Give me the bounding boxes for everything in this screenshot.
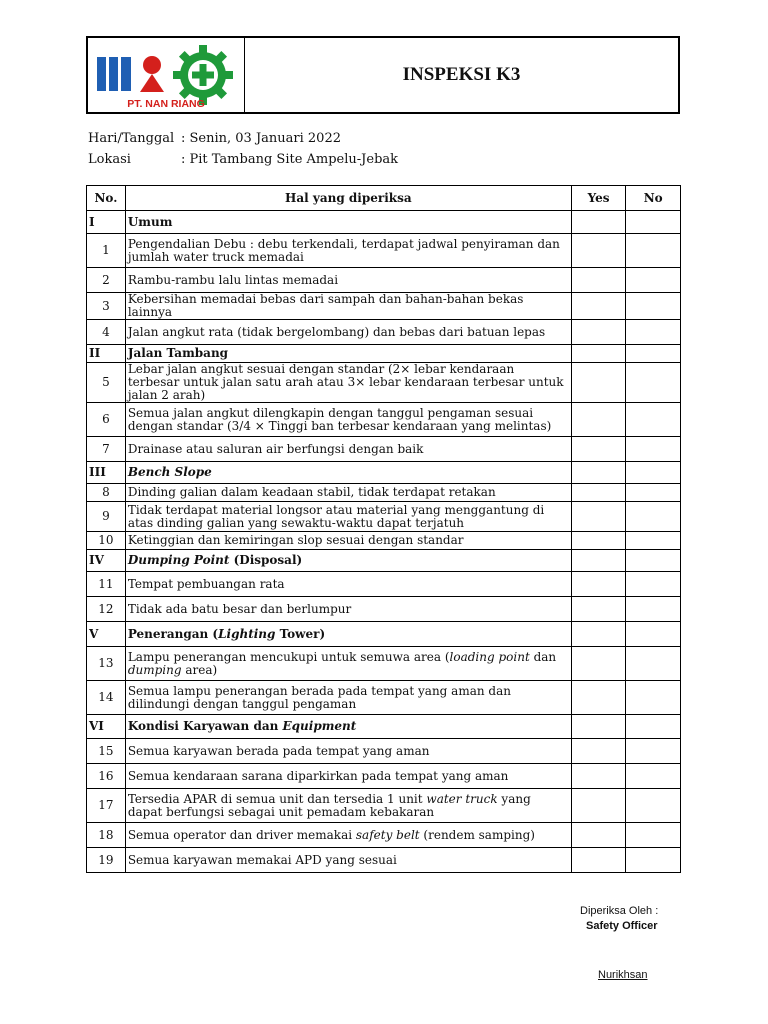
table-row [87, 293, 681, 320]
table-row [87, 647, 681, 681]
section-title: Umum [125, 211, 571, 234]
table-row [87, 437, 681, 462]
no-checkbox-cell[interactable] [626, 848, 681, 873]
item-number: 12 [87, 597, 126, 622]
yes-checkbox-cell[interactable] [571, 681, 626, 715]
yes-checkbox-cell[interactable] [571, 572, 626, 597]
meta-date-value: : Senin, 03 Januari 2022 [181, 131, 341, 146]
yes-checkbox-cell[interactable] [571, 363, 626, 403]
company-logo [88, 38, 245, 112]
no-checkbox-cell[interactable] [626, 622, 681, 647]
column-header-no: No. [87, 186, 126, 211]
section-title: Penerangan (Lighting Tower) [125, 622, 571, 647]
meta-location-value: : Pit Tambang Site Ampelu-Jebak [181, 152, 399, 167]
no-checkbox-cell[interactable] [626, 403, 681, 437]
item-number: 19 [87, 848, 126, 873]
no-checkbox-cell[interactable] [626, 484, 681, 502]
no-checkbox-cell[interactable] [626, 211, 681, 234]
checker-name: Nurikhsan [598, 969, 648, 981]
item-description: Lampu penerangan mencukupi untuk semuwa area (loading point dan dumping area) [125, 647, 571, 681]
checked-by-label: Diperiksa Oleh : [580, 905, 659, 917]
item-description: Tidak ada batu besar dan berlumpur [125, 597, 571, 622]
yes-checkbox-cell[interactable] [571, 739, 626, 764]
section-number: V [87, 622, 126, 647]
section-row [87, 715, 681, 739]
item-number: 13 [87, 647, 126, 681]
yes-checkbox-cell[interactable] [571, 268, 626, 293]
item-number: 7 [87, 437, 126, 462]
item-number: 18 [87, 823, 126, 848]
no-checkbox-cell[interactable] [626, 647, 681, 681]
yes-checkbox-cell[interactable] [571, 403, 626, 437]
yes-checkbox-cell[interactable] [571, 211, 626, 234]
item-description: Ketinggian dan kemiringan slop sesuai dengan standar [125, 532, 571, 550]
item-description: Tersedia APAR di semua unit dan tersedia 1 unit water truck yang dapat berfungsi sebagai unit pemadam kebakaran [125, 789, 571, 823]
no-checkbox-cell[interactable] [626, 363, 681, 403]
item-number: 2 [87, 268, 126, 293]
no-checkbox-cell[interactable] [626, 293, 681, 320]
yes-checkbox-cell[interactable] [571, 462, 626, 484]
yes-checkbox-cell[interactable] [571, 532, 626, 550]
no-checkbox-cell[interactable] [626, 532, 681, 550]
no-checkbox-cell[interactable] [626, 234, 681, 268]
no-checkbox-cell[interactable] [626, 823, 681, 848]
yes-checkbox-cell[interactable] [571, 345, 626, 363]
section-row [87, 462, 681, 484]
no-checkbox-cell[interactable] [626, 681, 681, 715]
section-number: VI [87, 715, 126, 739]
yes-checkbox-cell[interactable] [571, 320, 626, 345]
item-description: Semua lampu penerangan berada pada tempat yang aman dan dilindungi dengan tanggul pengaman [125, 681, 571, 715]
table-row [87, 764, 681, 789]
item-number: 15 [87, 739, 126, 764]
table-row [87, 823, 681, 848]
table-row [87, 532, 681, 550]
yes-checkbox-cell[interactable] [571, 502, 626, 532]
item-number: 11 [87, 572, 126, 597]
meta-date-label: Hari/Tanggal [88, 131, 175, 146]
item-number: 3 [87, 293, 126, 320]
table-row [87, 268, 681, 293]
yes-checkbox-cell[interactable] [571, 715, 626, 739]
item-description: Tempat pembuangan rata [125, 572, 571, 597]
table-row [87, 681, 681, 715]
item-description: Rambu-rambu lalu lintas memadai [125, 268, 571, 293]
table-row [87, 789, 681, 823]
no-checkbox-cell[interactable] [626, 597, 681, 622]
section-number: I [87, 211, 126, 234]
section-title: Bench Slope [125, 462, 571, 484]
item-description: Pengendalian Debu : debu terkendali, terdapat jadwal penyiraman dan jumlah water truck memadai [125, 234, 571, 268]
document-header [86, 36, 680, 114]
table-body [87, 211, 681, 873]
column-header-no-answer: No [626, 186, 681, 211]
section-row [87, 345, 681, 363]
no-checkbox-cell[interactable] [626, 764, 681, 789]
meta-location [88, 152, 398, 167]
item-number: 1 [87, 234, 126, 268]
no-checkbox-cell[interactable] [626, 502, 681, 532]
item-number: 4 [87, 320, 126, 345]
yes-checkbox-cell[interactable] [571, 437, 626, 462]
table-row [87, 484, 681, 502]
table-row [87, 403, 681, 437]
item-number: 6 [87, 403, 126, 437]
item-number: 10 [87, 532, 126, 550]
company-name: PT. NAN RIANG [127, 98, 205, 110]
yes-checkbox-cell[interactable] [571, 764, 626, 789]
yes-checkbox-cell[interactable] [571, 484, 626, 502]
item-description: Kebersihan memadai bebas dari sampah dan bahan-bahan bekas lainnya [125, 293, 571, 320]
no-checkbox-cell[interactable] [626, 789, 681, 823]
table-row [87, 234, 681, 268]
no-checkbox-cell[interactable] [626, 715, 681, 739]
section-row [87, 550, 681, 572]
section-title: Kondisi Karyawan dan Equipment [125, 715, 571, 739]
item-number: 14 [87, 681, 126, 715]
section-number: IV [87, 550, 126, 572]
item-description: Drainase atau saluran air berfungsi dengan baik [125, 437, 571, 462]
no-checkbox-cell[interactable] [626, 462, 681, 484]
table-row [87, 739, 681, 764]
no-checkbox-cell[interactable] [626, 345, 681, 363]
table-row [87, 597, 681, 622]
no-checkbox-cell[interactable] [626, 550, 681, 572]
column-header-item: Hal yang diperiksa [125, 186, 571, 211]
item-number: 17 [87, 789, 126, 823]
table-row [87, 320, 681, 345]
section-title: Dumping Point (Disposal) [125, 550, 571, 572]
item-description: Semua karyawan memakai APD yang sesuai [125, 848, 571, 873]
yes-checkbox-cell[interactable] [571, 622, 626, 647]
item-description: Tidak terdapat material longsor atau material yang menggantung di atas dinding galian yang sewaktu-waktu dapat terjatuh [125, 502, 571, 532]
section-number: II [87, 345, 126, 363]
document-title: INSPEKSI K3 [402, 64, 521, 85]
table-row [87, 502, 681, 532]
yes-checkbox-cell[interactable] [571, 293, 626, 320]
item-description: Semua karyawan berada pada tempat yang aman [125, 739, 571, 764]
yes-checkbox-cell[interactable] [571, 550, 626, 572]
inspection-table [86, 185, 681, 873]
section-row [87, 622, 681, 647]
yes-checkbox-cell[interactable] [571, 823, 626, 848]
section-row [87, 211, 681, 234]
item-description: Jalan angkut rata (tidak bergelombang) dan bebas dari batuan lepas [125, 320, 571, 345]
item-number: 5 [87, 363, 126, 403]
item-number: 8 [87, 484, 126, 502]
table-header-row [87, 186, 681, 211]
no-checkbox-cell[interactable] [626, 572, 681, 597]
item-description: Dinding galian dalam keadaan stabil, tidak terdapat retakan [125, 484, 571, 502]
no-checkbox-cell[interactable] [626, 268, 681, 293]
section-title: Jalan Tambang [125, 345, 571, 363]
item-description: Lebar jalan angkut sesuai dengan standar (2× lebar kendaraan terbesar untuk jalan satu arah atau 3× lebar kendaraan terbesar untuk jalan 2 arah) [125, 363, 571, 403]
section-number: III [87, 462, 126, 484]
no-checkbox-cell[interactable] [626, 739, 681, 764]
checker-role: Safety Officer [586, 920, 658, 932]
column-header-yes: Yes [571, 186, 626, 211]
item-description: Semua jalan angkut dilengkapin dengan tanggul pengaman sesuai dengan standar (3/4 × Tinggi ban terbesar kendaraan yang melintas) [125, 403, 571, 437]
yes-checkbox-cell[interactable] [571, 789, 626, 823]
table-row [87, 572, 681, 597]
item-number: 16 [87, 764, 126, 789]
yes-checkbox-cell[interactable] [571, 234, 626, 268]
table-row [87, 363, 681, 403]
table-row [87, 848, 681, 873]
item-description: Semua kendaraan sarana diparkirkan pada tempat yang aman [125, 764, 571, 789]
no-checkbox-cell[interactable] [626, 437, 681, 462]
item-description: Semua operator dan driver memakai safety belt (rendem samping) [125, 823, 571, 848]
no-checkbox-cell[interactable] [626, 320, 681, 345]
yes-checkbox-cell[interactable] [571, 597, 626, 622]
yes-checkbox-cell[interactable] [571, 647, 626, 681]
meta-date [88, 131, 341, 146]
item-number: 9 [87, 502, 126, 532]
meta-location-label: Lokasi [88, 152, 131, 167]
yes-checkbox-cell[interactable] [571, 848, 626, 873]
